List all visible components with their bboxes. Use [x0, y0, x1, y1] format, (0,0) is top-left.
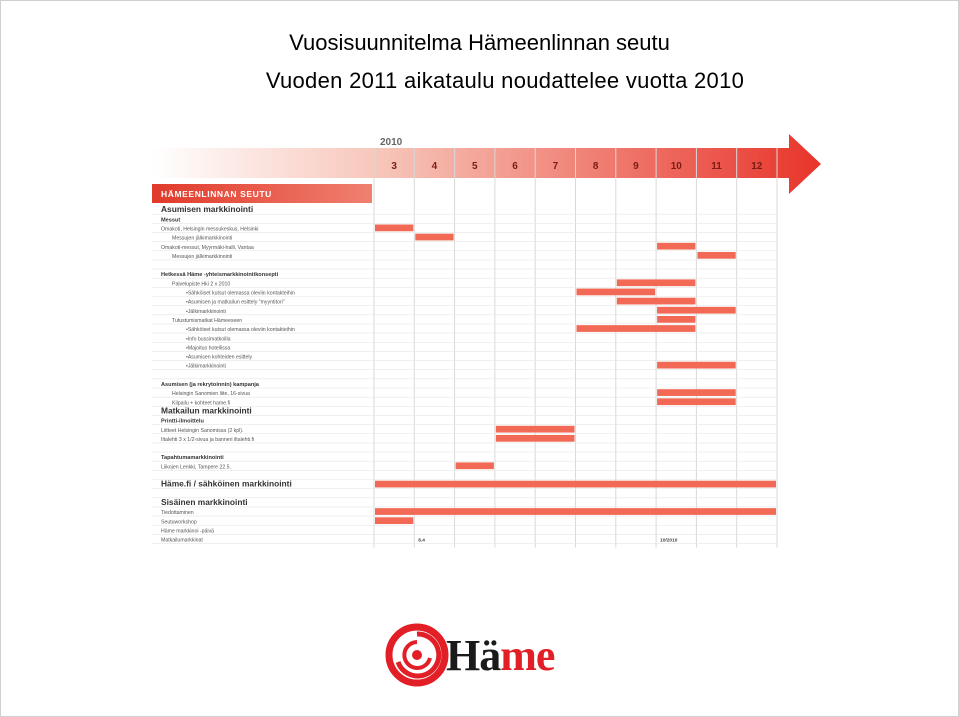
- month-label: 4: [431, 161, 438, 172]
- gantt-bar: [657, 243, 695, 250]
- row-label: •Asumisen kohteiden esittely: [186, 354, 253, 361]
- month-label: 10: [670, 161, 682, 172]
- gantt-chart: [152, 132, 832, 568]
- row-label: •Jälkimarkkinointi: [186, 308, 226, 315]
- gantt-bar: [415, 234, 453, 241]
- month-label: 7: [552, 161, 559, 172]
- row-label: Messut: [161, 217, 181, 224]
- row-label: Tiedottaminen: [161, 510, 194, 517]
- row-label: Messujen jälkimarkkinointi: [172, 253, 233, 260]
- slide-subtitle: Vuoden 2011 aikataulu noudattelee vuotta 2010: [265, 68, 745, 93]
- gantt-bar: [657, 316, 695, 323]
- gantt-bar: [697, 252, 735, 259]
- row-label: •Info bussimatkoilla: [186, 336, 231, 343]
- gantt-bar: [375, 481, 776, 488]
- gantt-bar: [577, 289, 656, 296]
- gantt-bar: [657, 389, 736, 396]
- row-label: Hetkessä Häme -yhteismarkkinointikonsepti: [161, 272, 279, 279]
- gantt-bar: [496, 426, 575, 433]
- row-label: Häme markkinoi -päivä: [161, 528, 215, 535]
- annotation-label: 10/2010: [660, 538, 678, 544]
- month-label: 5: [471, 161, 478, 172]
- month-label: 11: [711, 161, 722, 172]
- row-label: Tapahtumamarkkinointi: [161, 455, 224, 462]
- year-header-bg: [372, 132, 779, 148]
- row-label: Kilpailu + kohteet hame.fi: [172, 400, 231, 407]
- logo-text-main: Hä: [446, 631, 501, 680]
- row-label: Asumisen (ja rekrytoinnin) kampanja: [161, 382, 259, 388]
- row-label: •Majoitus hotellissa: [186, 345, 231, 352]
- month-label: 8: [592, 161, 599, 172]
- swirl-circle-logo-icon: [384, 622, 450, 688]
- row-label: Liikojen Lenkki, Tampere 22.5.: [161, 464, 231, 471]
- row-label: Matkailun markkinointi: [161, 405, 252, 416]
- row-label: Häme.fi / sähköinen markkinointi: [161, 478, 292, 489]
- row-label: Messujen jälkimarkkinointi: [172, 235, 233, 242]
- logo-wordmark: [446, 631, 554, 681]
- gantt-bar: [617, 298, 696, 305]
- row-label: Seutuworkshop: [161, 519, 197, 526]
- row-label: •Sähköiset kutsut olemassa oleviin kontakteihin: [186, 327, 295, 334]
- row-label: •Jälkimarkkinointi: [186, 363, 226, 370]
- logo-text-accent: me: [500, 631, 555, 680]
- annotation-label: 8.4: [418, 538, 425, 544]
- row-label: Printti-ilmoittelu: [161, 418, 204, 425]
- year-label: 2010: [380, 137, 403, 148]
- month-label: 12: [751, 161, 763, 172]
- month-label: 9: [633, 161, 639, 172]
- slide-title: Vuosisuunnitelma Hämeenlinnan seutu: [289, 30, 670, 55]
- row-label: Omakoti, Helsingin messukeskus, Helsinki: [161, 226, 259, 233]
- gantt-bar: [577, 325, 696, 332]
- gantt-bar: [375, 517, 413, 524]
- gantt-bar: [496, 435, 575, 442]
- row-label: Liitteet Helsingin Sanomissa (2 kpl).: [161, 427, 244, 434]
- gantt-bar: [375, 508, 776, 515]
- row-label: •Sähköiset kutsut olemassa oleviin kontakteihin: [186, 290, 295, 297]
- gantt-bar: [456, 462, 494, 469]
- row-label: Helsingin Sanomien liite, 16-sivua: [172, 391, 250, 398]
- gantt-bar: [657, 398, 736, 405]
- row-label: Palvelupiste Hki 2 x 2010: [172, 281, 231, 288]
- month-label: 3: [391, 161, 397, 172]
- gantt-bar: [617, 279, 696, 286]
- row-label: Matkailumarkkinat: [161, 537, 203, 544]
- gantt-bar: [375, 225, 413, 232]
- row-label: Sisäinen markkinointi: [161, 496, 248, 507]
- row-label: Omakoti-messut, Myyrmäki-halli, Vantaa: [161, 244, 254, 251]
- row-label: Iltalehti 3 x 1/2-sivua ja banneri iltalehti.fi: [161, 436, 255, 443]
- gantt-bar: [657, 307, 736, 314]
- month-label: 6: [512, 161, 518, 172]
- gantt-bar: [657, 362, 736, 369]
- row-label: •Asumisen ja matkailun esittely "myyntitori": [186, 299, 285, 306]
- row-label: Tutustumismatkat Hämeeseen: [172, 317, 243, 324]
- section-label: HÄMEENLINNAN SEUTU: [161, 189, 272, 199]
- row-label: Asumisen markkinointi: [161, 204, 254, 215]
